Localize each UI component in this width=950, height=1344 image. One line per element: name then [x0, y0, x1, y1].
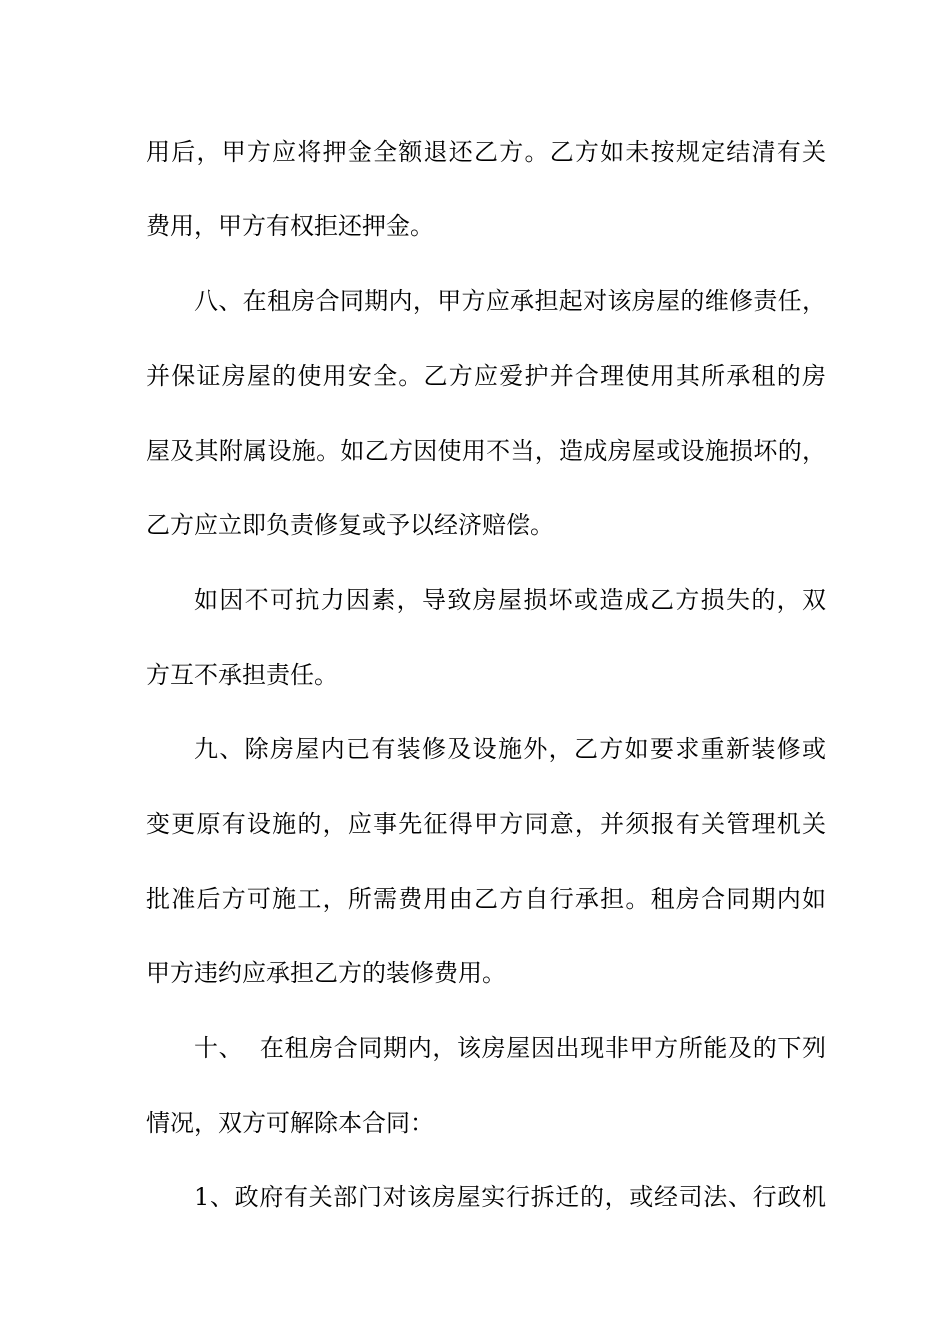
text-line: 变更原有设施的，应事先征得甲方同意，并须报有关管理机关: [146, 810, 826, 838]
text-line: 乙方应立即负责修复或予以经济赔偿。: [146, 511, 554, 539]
text-line: 屋及其附属设施。如乙方因使用不当，造成房屋或设施损坏的，: [146, 437, 826, 465]
text-line: 十、 在租房合同期内，该房屋因出现非甲方所能及的下列: [194, 1034, 826, 1062]
text-line: 1、政府有关部门对该房屋实行拆迁的，或经司法、行政机: [194, 1183, 826, 1211]
text-line: 方互不承担责任。: [146, 661, 338, 689]
text-line: 甲方违约应承担乙方的装修费用。: [146, 959, 506, 987]
text-line: 情况，双方可解除本合同：: [146, 1109, 434, 1137]
text-line: 批准后方可施工，所需费用由乙方自行承担。租房合同期内如: [146, 885, 826, 913]
text-line: 九、除房屋内已有装修及设施外，乙方如要求重新装修或: [194, 735, 826, 763]
text-line: 八、在租房合同期内，甲方应承担起对该房屋的维修责任，: [194, 287, 826, 315]
text-line: 费用，甲方有权拒还押金。: [146, 212, 434, 240]
text-line: 并保证房屋的使用安全。乙方应爱护并合理使用其所承租的房: [146, 362, 826, 390]
text-line: 如因不可抗力因素，导致房屋损坏或造成乙方损失的，双: [194, 586, 826, 614]
text-line: 用后，甲方应将押金全额退还乙方。乙方如未按规定结清有关: [146, 138, 826, 166]
